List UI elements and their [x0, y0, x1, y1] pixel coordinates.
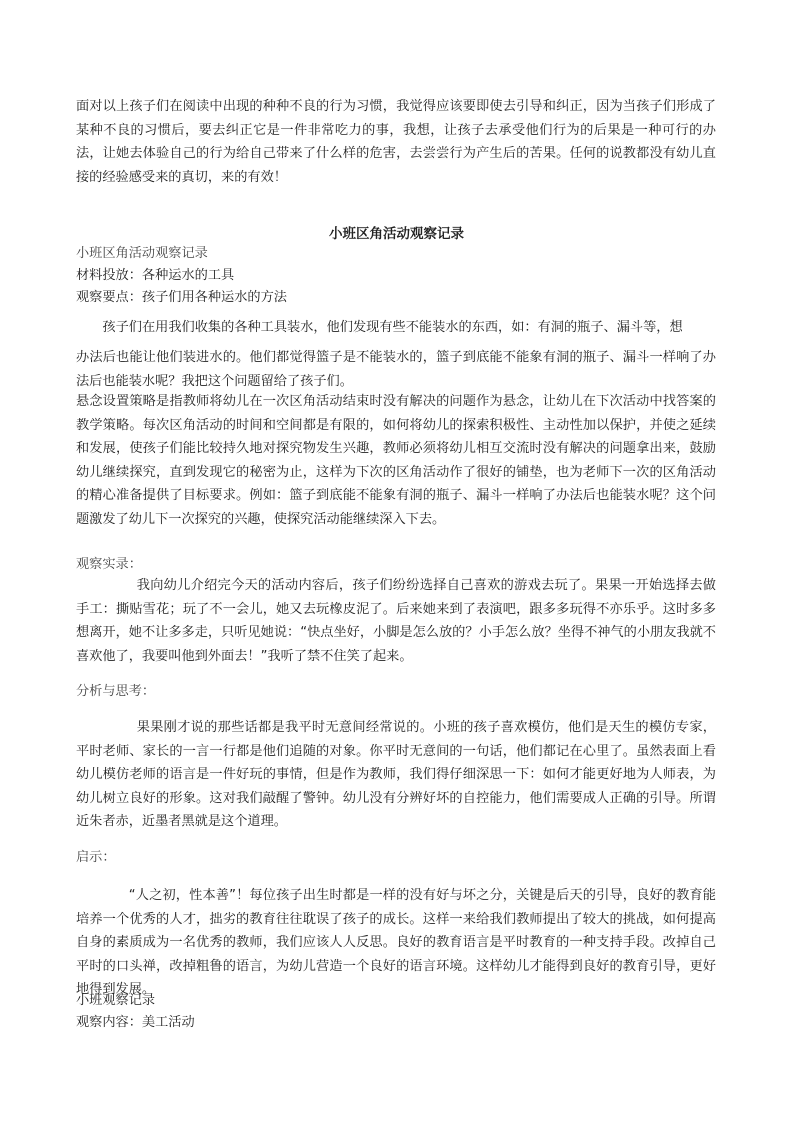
- observation-label: 观察实录：: [76, 557, 142, 572]
- materials-line: 材料投放：各种运水的工具: [76, 268, 235, 283]
- section1-title: 小班区角活动观察记录: [329, 226, 464, 242]
- inspiration-paragraph: [76, 884, 716, 1002]
- intro-paragraph: [76, 95, 716, 189]
- section1-para2: [76, 390, 716, 531]
- section1-para1-rest: [76, 346, 716, 393]
- para1-text: 孩子们在用我们收集的各种工具装水，他们发现有些不能装水的东西，如：有洞的瓶子、漏斗等，想: [102, 320, 683, 335]
- analysis-label: 分析与思考：: [76, 684, 156, 699]
- intro-text: 面对以上孩子们在阅读中出现的种种不良的行为习惯，我觉得应该要即使去引导和纠正，因为当孩子们形成了某种不良的习惯后，要去纠正它是一件非常吃力的事，我想，让孩子去承受他们行为的后果是一种可行的办法，让她去体验自己的行为给自己带来了什么样的危害，去尝尝行为产生后的苦果。任何的说教都没有幼儿直接的经验感受来的真切，来的有效！: [76, 99, 716, 185]
- section2-record-label: 小班观察记录: [76, 993, 156, 1008]
- observation-text: 我向幼儿介绍完今天的活动内容后，孩子们纷纷选择自己喜欢的游戏去玩了。果果一开始选择去做手工：撕贴雪花；玩了不一会儿，她又去玩橡皮泥了。后来她来到了表演吧，跟多多玩得不亦乐乎。这时多多想离开，她不让多多走，只听见她说：“快点坐好，小脚是怎么放的？小手怎么放？坐得不神气的小朋友我就不喜欢他了，我要叫他到外面去！”我听了禁不住笑了起来。: [76, 578, 716, 664]
- para1b-text: 办法后也能让他们装进水的。他们都觉得篮子是不能装水的，篮子到底能不能象有洞的瓶子、漏斗一样响了办法后也能装水呢？我把这个问题留给了孩子们。: [76, 350, 716, 389]
- section1-para1-first: [76, 316, 716, 340]
- inspiration-text: “人之初，性本善”！每位孩子出生时都是一样的没有好与坏之分，关键是后天的引导，良好的教育能培养一个优秀的人才，拙劣的教育往往耽误了孩子的成长。这样一来给我们教师提出了较大的挑战，如何提高自身的素质成为一名优秀的教师，我们应该人人反思。良好的教育语言是平时教育的一种支持手段。改掉自己平时的口头禅，改掉粗鲁的语言，为幼儿营造一个良好的语言环境。这样幼儿才能得到良好的教育引导，更好地得到发展。: [76, 888, 716, 997]
- inspiration-label: 启示：: [76, 850, 116, 865]
- section1-record-label: 小班区角活动观察记录: [76, 246, 208, 261]
- observation-paragraph: [76, 574, 716, 668]
- focus-line: 观察要点：孩子们用各种运水的方法: [76, 290, 287, 305]
- analysis-text: 果果刚才说的那些话都是我平时无意间经常说的。小班的孩子喜欢模仿，他们是天生的模仿专家，平时老师、家长的一言一行都是他们追随的对象。你平时无意间的一句话，他们都记在心里了。虽然表面上看幼儿模仿老师的语言是一件好玩的事情，但是作为教师，我们得仔细深思一下：如何才能更好地为人师表，为幼儿树立良好的形象。这对我们敲醒了警钟。幼儿没有分辨好坏的自控能力，他们需要成人正确的引导。所谓近朱者赤，近墨者黑就是这个道理。: [76, 720, 716, 829]
- section2-content-line: 观察内容：美工活动: [76, 1015, 195, 1030]
- para2-text: 悬念设置策略是指教师将幼儿在一次区角活动结束时没有解决的问题作为悬念，让幼儿在下次活动中找答案的教学策略。每次区角活动的时间和空间都是有限的，如何将幼儿的探索积极性、主动性加以保护，并使之延续和发展，使孩子们能比较持久地对探究物发生兴趣，教师必须将幼儿相互交流时没有解决的问题拿出来，鼓励幼儿继续探究，直到发现它的秘密为止，这样为下次的区角活动作了很好的铺垫，也为老师下一次的区角活动的精心准备提供了目标要求。例如：篮子到底能不能象有洞的瓶子、漏斗一样响了办法后也能装水呢？这个问题激发了幼儿下一次探究的兴趣，使探究活动能继续深入下去。: [76, 394, 716, 527]
- analysis-paragraph: [76, 716, 716, 834]
